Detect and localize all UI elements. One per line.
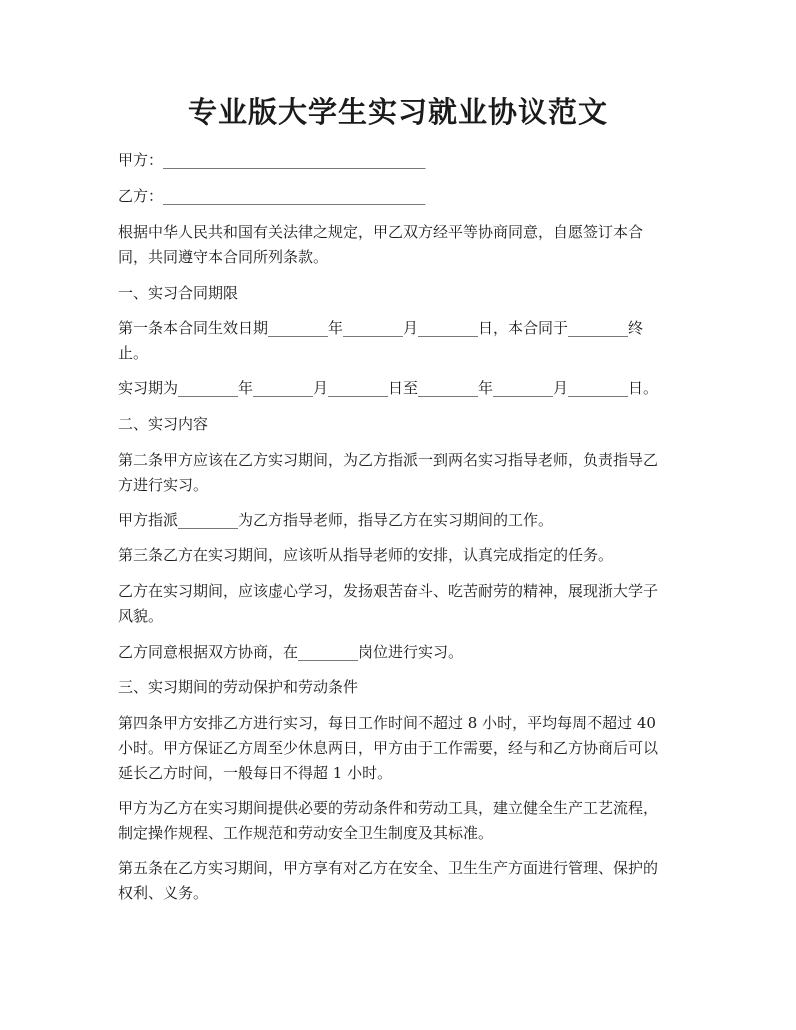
text-line: 小时。甲方保证乙方周至少休息两日，甲方由于工作需要，经与和乙方协商后可以 [118,739,659,757]
section-heading-3: 三、实习期间的劳动保护和劳动条件 [118,678,359,696]
text-line: 延长乙方时间，一般每日不得超 1 小时。 [118,764,393,782]
text-line: 乙方在实习期间，应该虚心学习，发扬艰苦奋斗、吃苦耐劳的精神，展现浙大学子 [118,582,659,600]
section-heading-2: 二、实习内容 [118,415,209,433]
party-b-line: 乙方：___________________________________ [118,187,426,205]
text-line: 风貌。 [118,607,164,625]
text-line: 第一条本合同生效日期________年________月________日，本合同于________终 [118,319,644,337]
text-line: 根据中华人民共和国有关法律之规定，甲乙双方经平等协商同意，自愿签订本合 [118,223,644,241]
document-title: 专业版大学生实习就业协议范文 [187,95,608,129]
section-heading-1: 一、实习合同期限 [118,284,239,302]
article-3: 第三条乙方在实习期间，应该听从指导老师的安排，认真完成指定的任务。 [118,546,614,564]
article-1 [118,316,684,366]
text-line: 方进行实习。 [118,476,209,494]
text-line: 甲方为乙方在实习期间提供必要的劳动条件和劳动工具，建立健全生产工艺流程， [118,799,659,817]
text-line: 第二条甲方应该在乙方实习期间，为乙方指派一到两名实习指导老师，负责指导乙 [118,451,659,469]
intro-paragraph [118,220,684,270]
assign-teacher: 甲方指派________为乙方指导老师，指导乙方在实习期间的工作。 [118,511,554,529]
party-a-line: 甲方：___________________________________ [118,151,426,169]
article-4 [118,711,684,786]
labor-conditions [118,796,684,846]
text-line: 第五条在乙方实习期间，甲方享有对乙方在安全、卫生生产方面进行管理、保护的 [118,859,659,877]
text-line: 制定操作规程、工作规范和劳动安全卫生制度及其标准。 [118,824,494,842]
article-2 [118,448,684,498]
study-attitude [118,579,684,629]
position-agree: 乙方同意根据双方协商，在________岗位进行实习。 [118,643,464,661]
article-5 [118,856,684,906]
text-line: 止。 [118,344,149,362]
text-line: 第四条甲方安排乙方进行实习，每日工作时间不超过 8 小时，平均每周不超过 40 [118,714,656,732]
text-line: 同，共同遵守本合同所列条款。 [118,248,329,266]
internship-period: 实习期为________年________月________日至________年________月________日。 [118,379,659,397]
text-line: 权利、义务。 [118,884,209,902]
